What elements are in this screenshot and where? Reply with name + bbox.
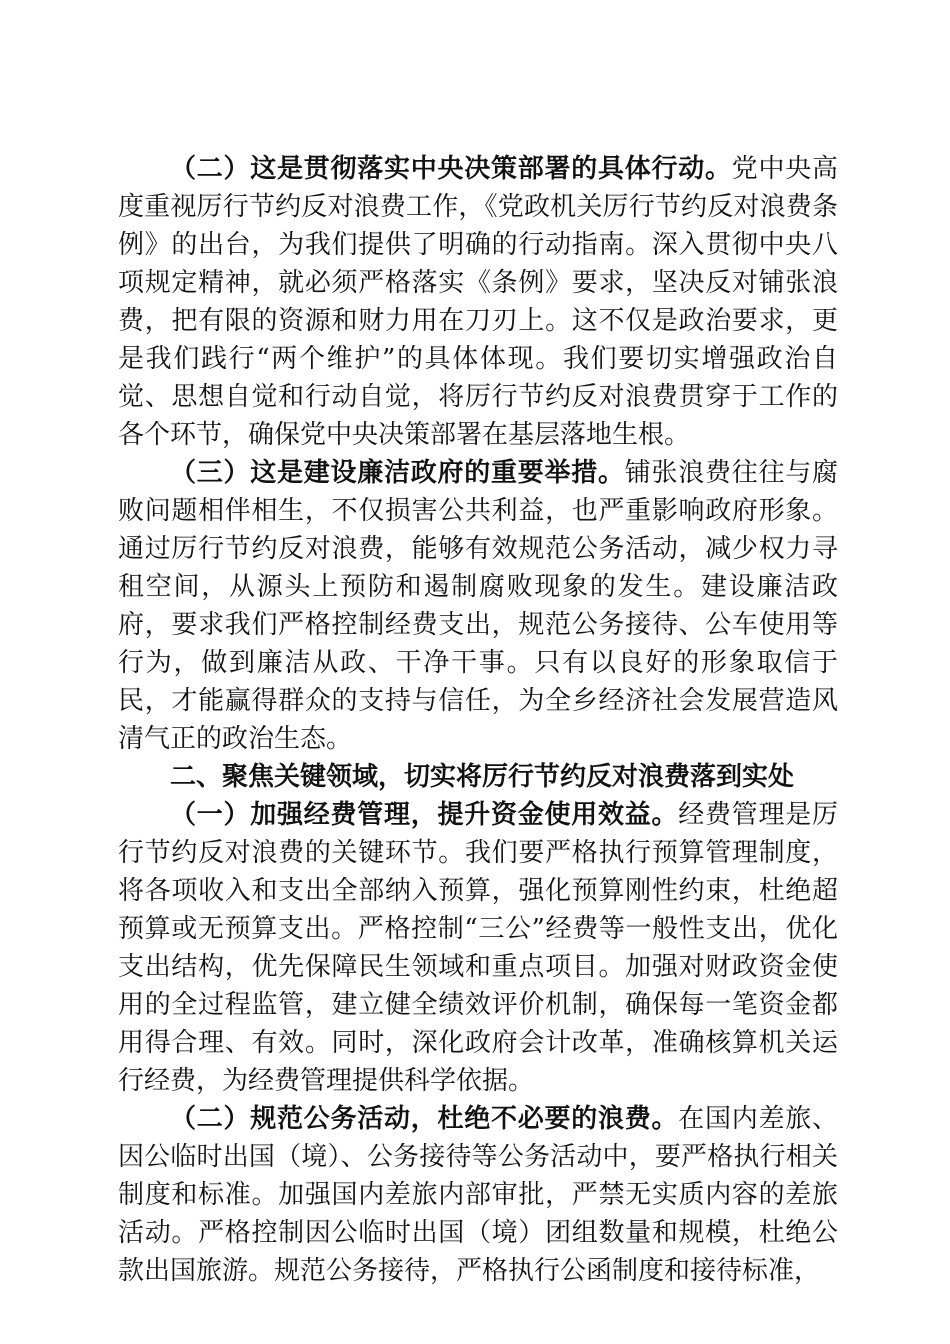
paragraph-text: 在国内差旅、因公临时出国（境）、公务接待等公务活动中，要严格执行相关制度和标准。加强国内差旅内部审批，严禁无实质内容的差旅活动。严格控制因公临时出国（境）团组数量和规模，杜绝公款出国旅游。规范公务接待，严格执行公函制度和接待标准， [118,1104,838,1286]
paragraph-lead: （一）加强经费管理，提升资金使用效益。 [170,800,679,830]
paragraph-lead: （二）这是贯彻落实中央决策部署的具体行动。 [170,154,732,184]
paragraph-text: 党中央高度重视厉行节约反对浪费工作，《党政机关厉行节约反对浪费条例》的出台，为我们提供了明确的行动指南。深入贯彻中央八项规定精神，就必须严格落实《条例》要求，坚决反对铺张浪费，把有限的资源和财力用在刀刃上。这不仅是政治要求，更是我们践行“两个维护”的具体体现。我们要切实增强政治自觉、思想自觉和行动自觉，将厉行节约反对浪费贯穿于工作的各个环节，确保党中央决策部署在基层落地生根。 [118,154,838,450]
section-heading: 二、聚焦关键领域，切实将厉行节约反对浪费落到实处 [170,762,795,792]
paragraph-section2-item1 [118,796,838,1100]
paragraph-section1-item2 [118,150,838,454]
paragraph-section2-item2 [118,1100,838,1290]
paragraph-lead: （二）规范公务活动，杜绝不必要的浪费。 [170,1104,679,1134]
document-body [118,150,838,1290]
paragraph-text: 经费管理是厉行节约反对浪费的关键环节。我们要严格执行预算管理制度，将各项收入和支出全部纳入预算，强化预算刚性约束，杜绝超预算或无预算支出。严格控制“三公”经费等一般性支出，优化支出结构，优先保障民生领域和重点项目。加强对财政资金使用的全过程监管，建立健全绩效评价机制，确保每一笔资金都用得合理、有效。同时，深化政府会计改革，准确核算机关运行经费，为经费管理提供科学依据。 [118,800,838,1096]
paragraph-lead: （三）这是建设廉洁政府的重要举措。 [170,458,625,488]
paragraph-section1-item3 [118,454,838,758]
paragraph-text: 铺张浪费往往与腐败问题相伴相生，不仅损害公共利益，也严重影响政府形象。通过厉行节约反对浪费，能够有效规范公务活动，减少权力寻租空间，从源头上预防和遏制腐败现象的发生。建设廉洁政府，要求我们严格控制经费支出，规范公务接待、公车使用等行为，做到廉洁从政、干净干事。只有以良好的形象取信于民，才能赢得群众的支持与信任，为全乡经济社会发展营造风清气正的政治生态。 [118,458,838,754]
